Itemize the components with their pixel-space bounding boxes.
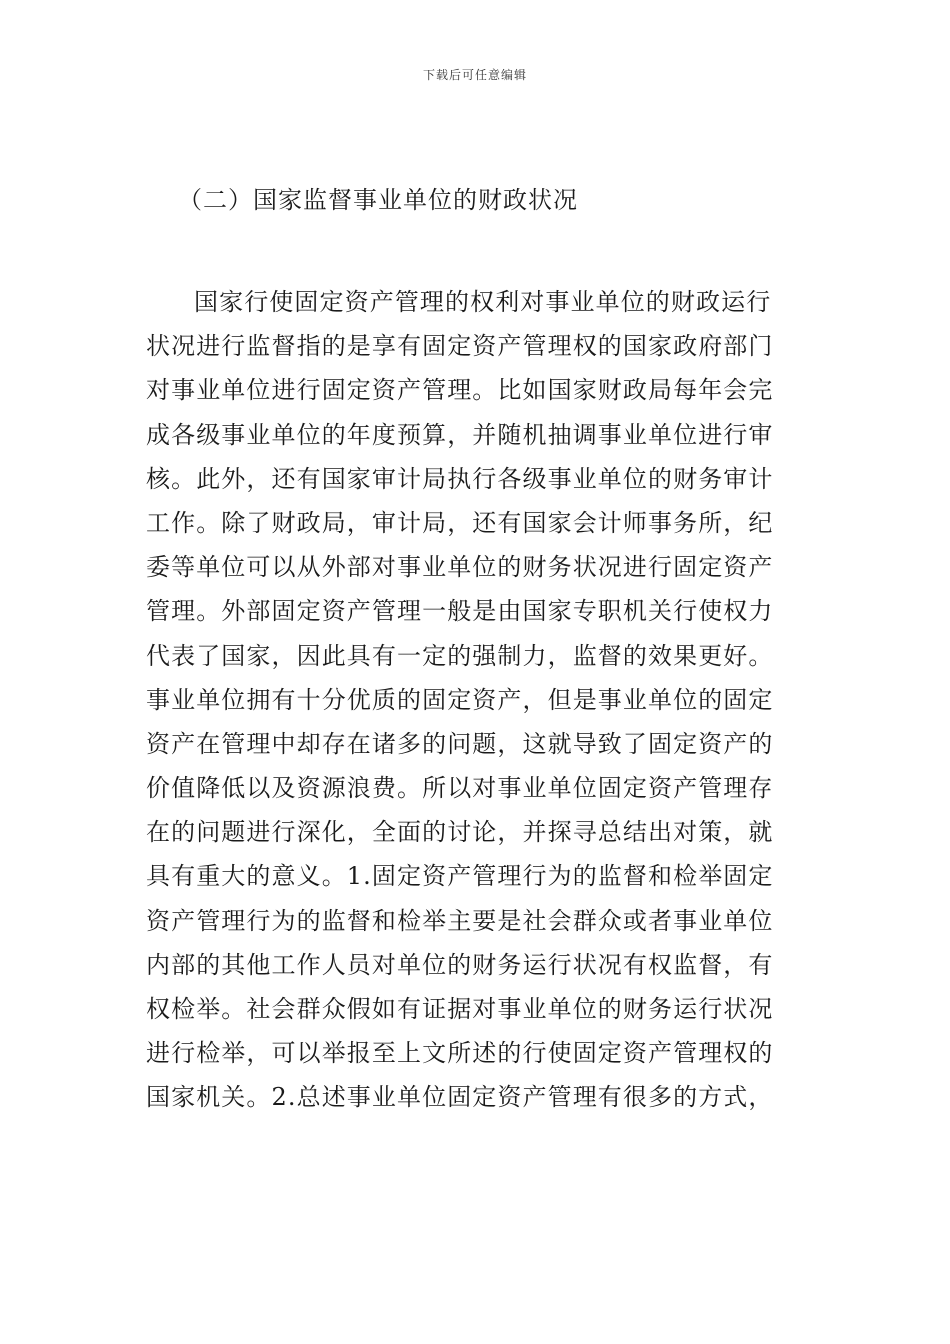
body-paragraph — [146, 280, 806, 1120]
body-line: 工作。除了财政局，审计局，还有国家会计师事务所，纪 — [146, 508, 774, 537]
body-line: 成各级事业单位的年度预算，并随机抽调事业单位进行审 — [146, 420, 774, 449]
body-line: 管理。外部固定资产管理一般是由国家专职机关行使权力 — [146, 597, 774, 626]
body-line: 内部的其他工作人员对单位的财务运行状况有权监督，有 — [146, 950, 774, 979]
body-line: 价值降低以及资源浪费。所以对事业单位固定资产管理存 — [146, 774, 774, 803]
body-line: 资产管理行为的监督和检举主要是社会群众或者事业单位 — [146, 906, 774, 935]
body-line: 权检举。社会群众假如有证据对事业单位的财务运行状况 — [146, 995, 774, 1023]
body-line: 国家机关。2.总述事业单位固定资产管理有很多的方式， — [146, 1083, 774, 1112]
body-line: 事业单位拥有十分优质的固定资产，但是事业单位的固定 — [146, 685, 774, 714]
body-line: 代表了国家，因此具有一定的强制力，监督的效果更好。 — [146, 641, 774, 670]
body-line: 委等单位可以从外部对事业单位的财务状况进行固定资产 — [146, 553, 774, 582]
body-line: 国家行使固定资产管理的权利对事业单位的财政运行 — [194, 288, 772, 316]
body-line: 资产在管理中却存在诸多的问题，这就导致了固定资产的 — [146, 729, 774, 758]
section-title: （二）国家监督事业单位的财政状况 — [178, 186, 578, 214]
body-line: 具有重大的意义。1.固定资产管理行为的监督和检举固定 — [146, 862, 774, 891]
body-line: 在的问题进行深化，全面的讨论，并探寻总结出对策，就 — [146, 818, 774, 847]
body-line: 对事业单位进行固定资产管理。比如国家财政局每年会完 — [146, 376, 774, 405]
body-line: 进行检举，可以举报至上文所述的行使固定资产管理权的 — [146, 1039, 774, 1068]
page-header-note: 下载后可任意编辑 — [422, 68, 527, 82]
body-line: 状况进行监督指的是享有固定资产管理权的国家政府部门 — [146, 332, 774, 361]
body-line: 核。此外，还有国家审计局执行各级事业单位的财务审计 — [146, 464, 774, 493]
